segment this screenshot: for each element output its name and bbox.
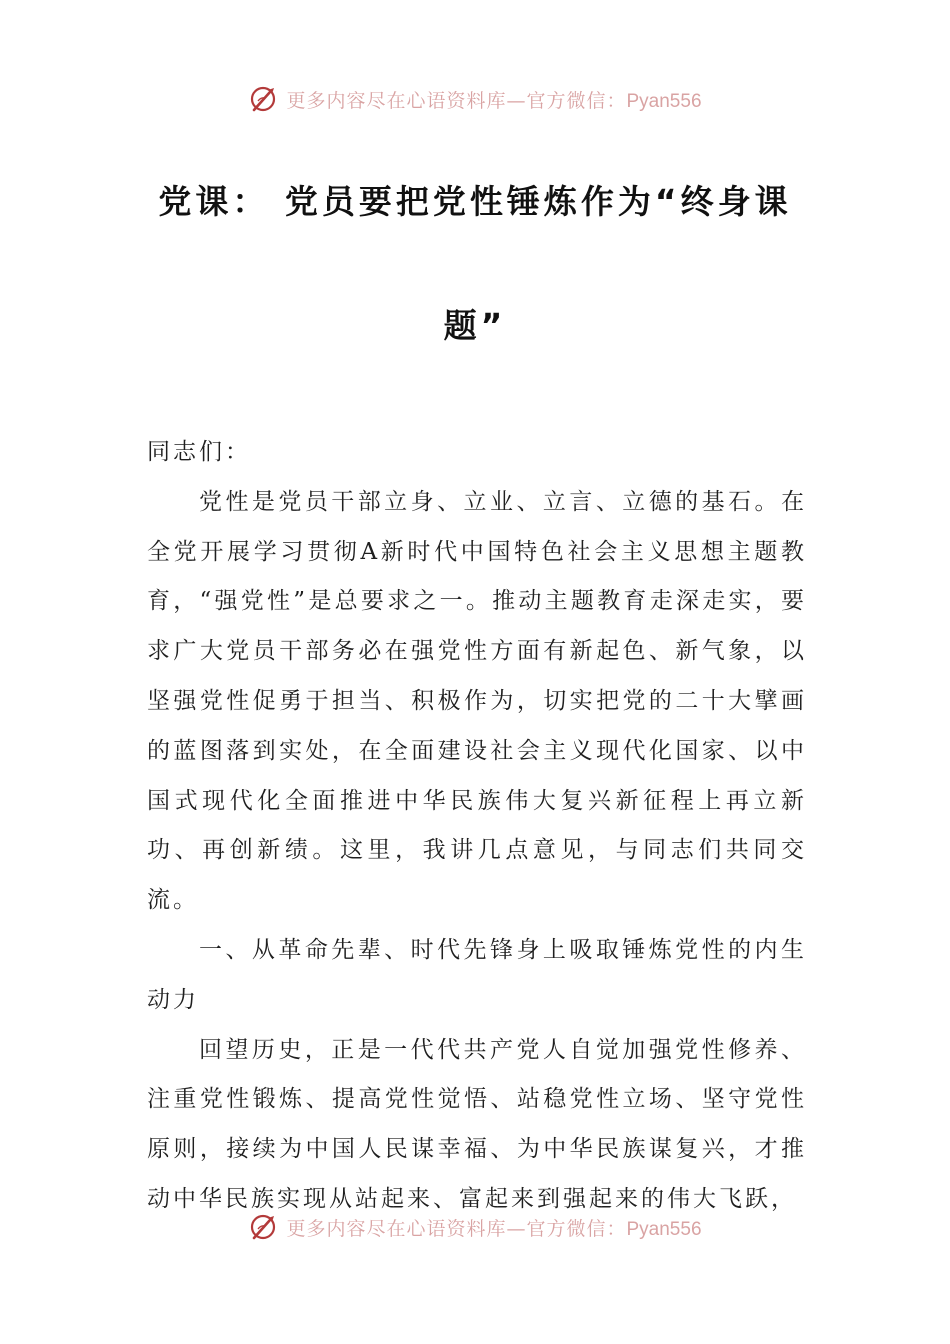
page-title-line-2: 题” xyxy=(443,306,507,345)
watermark-text: 更多内容尽在心语资料库—官方微信：Pyan556 xyxy=(286,89,702,112)
watermark-text: 更多内容尽在心语资料库—官方微信：Pyan556 xyxy=(286,1217,702,1240)
watermark-header xyxy=(0,84,950,114)
page-title-line-1: 党课： 党员要把党性锤炼作为“终身课 xyxy=(158,182,792,221)
watermark-wechat-id: Pyan556 xyxy=(626,90,702,112)
paragraph-intro: 党性是党员干部立身、立业、立言、立德的基石。在全党开展学习贯彻A新时代中国特色社会主义思想主题教育，“强党性”是总要求之一。推动主题教育走深走实，要求广大党员干部务必在强党性方面有新起色、新气象，以坚强党性促勇于担当、积极作为，切实把党的二十大擘画的蓝图落到实处，在全面建设社会主义现代化国家、以中国式现代化全面推进中华民族伟大复兴新征程上再立新功、再创新绩。这里，我讲几点意见，与同志们共同交流。 xyxy=(147,488,807,914)
watermark-footer xyxy=(0,1212,950,1242)
section-heading-1: 一、从革命先辈、时代先锋身上吸取锤炼党性的内生动力 xyxy=(147,936,807,1013)
salutation: 同志们： xyxy=(147,439,251,465)
pen-circle-logo-icon xyxy=(248,1212,278,1242)
watermark-wechat-id: Pyan556 xyxy=(626,1218,702,1240)
document-body xyxy=(147,428,807,1225)
pen-circle-logo-icon xyxy=(248,84,278,114)
paragraph-history: 回望历史，正是一代代共产党人自觉加强党性修养、注重党性锻炼、提高党性觉悟、站稳党性立场、坚守党性原则，接续为中国人民谋幸福、为中华民族谋复兴，才推动中华民族实现从站起来、富起来到强起来的伟大飞跃， xyxy=(147,1036,807,1212)
